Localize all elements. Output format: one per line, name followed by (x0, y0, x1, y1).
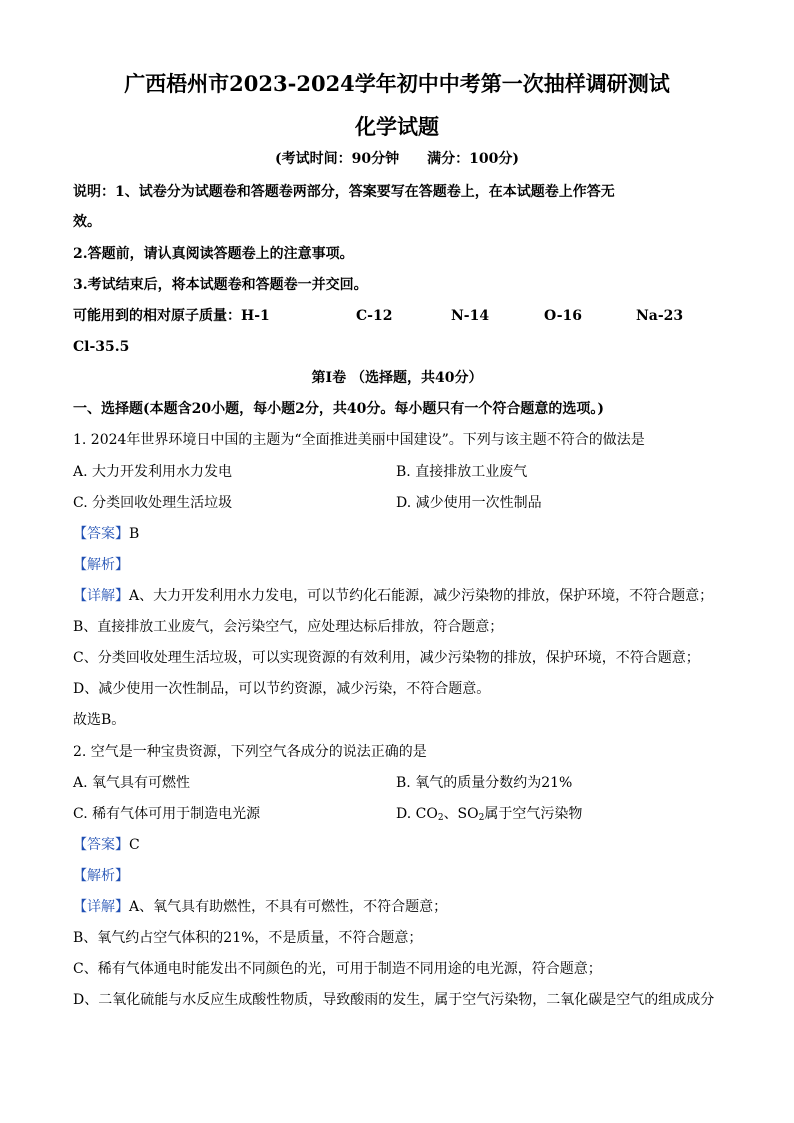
q1-detail-b: B、直接排放工业废气，会污染空气，应处理达标后排放，符合题意； (73, 619, 504, 635)
atomic-mass-o: O-16 (544, 308, 583, 324)
atomic-mass-c: C-12 (356, 308, 393, 324)
q1-detail-a (73, 586, 713, 606)
q2-d-mid: 、SO (443, 806, 479, 822)
answer-tag: 【答案】 (73, 837, 129, 853)
answer-tag: 【答案】 (73, 526, 129, 542)
q2-stem: 2. 空气是一种宝贵资源，下列空气各成分的说法正确的是 (73, 744, 427, 760)
q2-answer-value: C (129, 837, 140, 853)
detail-tag: 【详解】 (73, 899, 129, 915)
atomic-mass-cl: Cl-35.5 (73, 339, 130, 355)
q1-answer-value: B (129, 526, 140, 542)
q1-conclusion: 故选B。 (73, 712, 126, 728)
atomic-mass-label: 可能用到的相对原子质量：H-1 (73, 308, 270, 324)
q2-d-sub1: 2 (437, 813, 444, 823)
section-heading: 一、选择题(本题含20小题，每小题2分，共40分。每小题只有一个符合题意的选项。) (73, 401, 604, 417)
q2-analysis-tag: 【解析】 (73, 868, 129, 884)
note-line-1: 说明：1、试卷分为试题卷和答题卷两部分，答案要写在答题卷上，在本试题卷上作答无 (73, 184, 615, 200)
q1-answer (73, 524, 139, 544)
q2-detail-a (73, 897, 447, 917)
q2-detail-b: B、氧气约占空气体积的21%，不是质量，不符合题意； (73, 930, 423, 946)
note-line-1b: 效。 (73, 214, 101, 230)
q2-answer (73, 835, 140, 855)
exam-info: (考试时间：90分钟 满分：100分) (275, 151, 519, 167)
q1-detail-d: D、减少使用一次性制品，可以节约资源，减少污染，不符合题意。 (73, 681, 491, 697)
detail-tag: 【详解】 (73, 588, 129, 604)
q1-analysis-tag: 【解析】 (73, 557, 129, 573)
section-title: 第Ⅰ卷 （选择题，共40分） (311, 370, 483, 386)
q1-option-c: C. 分类回收处理生活垃圾 (73, 495, 233, 511)
q1-option-b: B. 直接排放工业废气 (396, 464, 528, 480)
atomic-mass-n: N-14 (451, 308, 490, 324)
note-line-3: 3.考试结束后，将本试题卷和答题卷一并交回。 (73, 277, 368, 293)
q1-option-d: D. 减少使用一次性制品 (396, 495, 542, 511)
q1-detail-a-text: A、大力开发利用水力发电，可以节约化石能源，减少污染物的排放，保护环境，不符合题意； (129, 588, 714, 604)
q2-d-prefix: D. CO (396, 806, 438, 822)
q2-option-c: C. 稀有气体可用于制造电光源 (73, 806, 261, 822)
note-line-2: 2.答题前，请认真阅读答题卷上的注意事项。 (73, 246, 354, 262)
q2-d-suffix: 属于空气污染物 (484, 806, 583, 822)
exam-title: 广西梧州市2023-2024学年初中中考第一次抽样调研测试 (124, 71, 670, 96)
q2-detail-c: C、稀有气体通电时能发出不同颜色的光，可用于制造不同用途的电光源，符合题意； (73, 961, 602, 977)
atomic-mass-na: Na-23 (636, 308, 684, 324)
q2-detail-a-text: A、氧气具有助燃性，不具有可燃性，不符合题意； (129, 899, 448, 915)
q1-stem: 1. 2024年世界环境日中国的主题为“全面推进美丽中国建设”。下列与该主题不符合的做法是 (73, 432, 645, 448)
q2-option-d (396, 804, 582, 824)
q2-d-sub2: 2 (478, 813, 485, 823)
q2-option-a: A. 氧气具有可燃性 (73, 775, 191, 791)
q2-option-b: B. 氧气的质量分数约为21% (396, 775, 573, 791)
q2-detail-d: D、二氧化硫能与水反应生成酸性物质，导致酸雨的发生，属于空气污染物，二氧化碳是空气的组成成分 (73, 992, 715, 1008)
exam-subtitle: 化学试题 (355, 114, 439, 139)
q1-option-a: A. 大力开发利用水力发电 (73, 464, 233, 480)
q1-detail-c: C、分类回收处理生活垃圾，可以实现资源的有效利用，减少污染物的排放，保护环境，不符合题意； (73, 650, 700, 666)
